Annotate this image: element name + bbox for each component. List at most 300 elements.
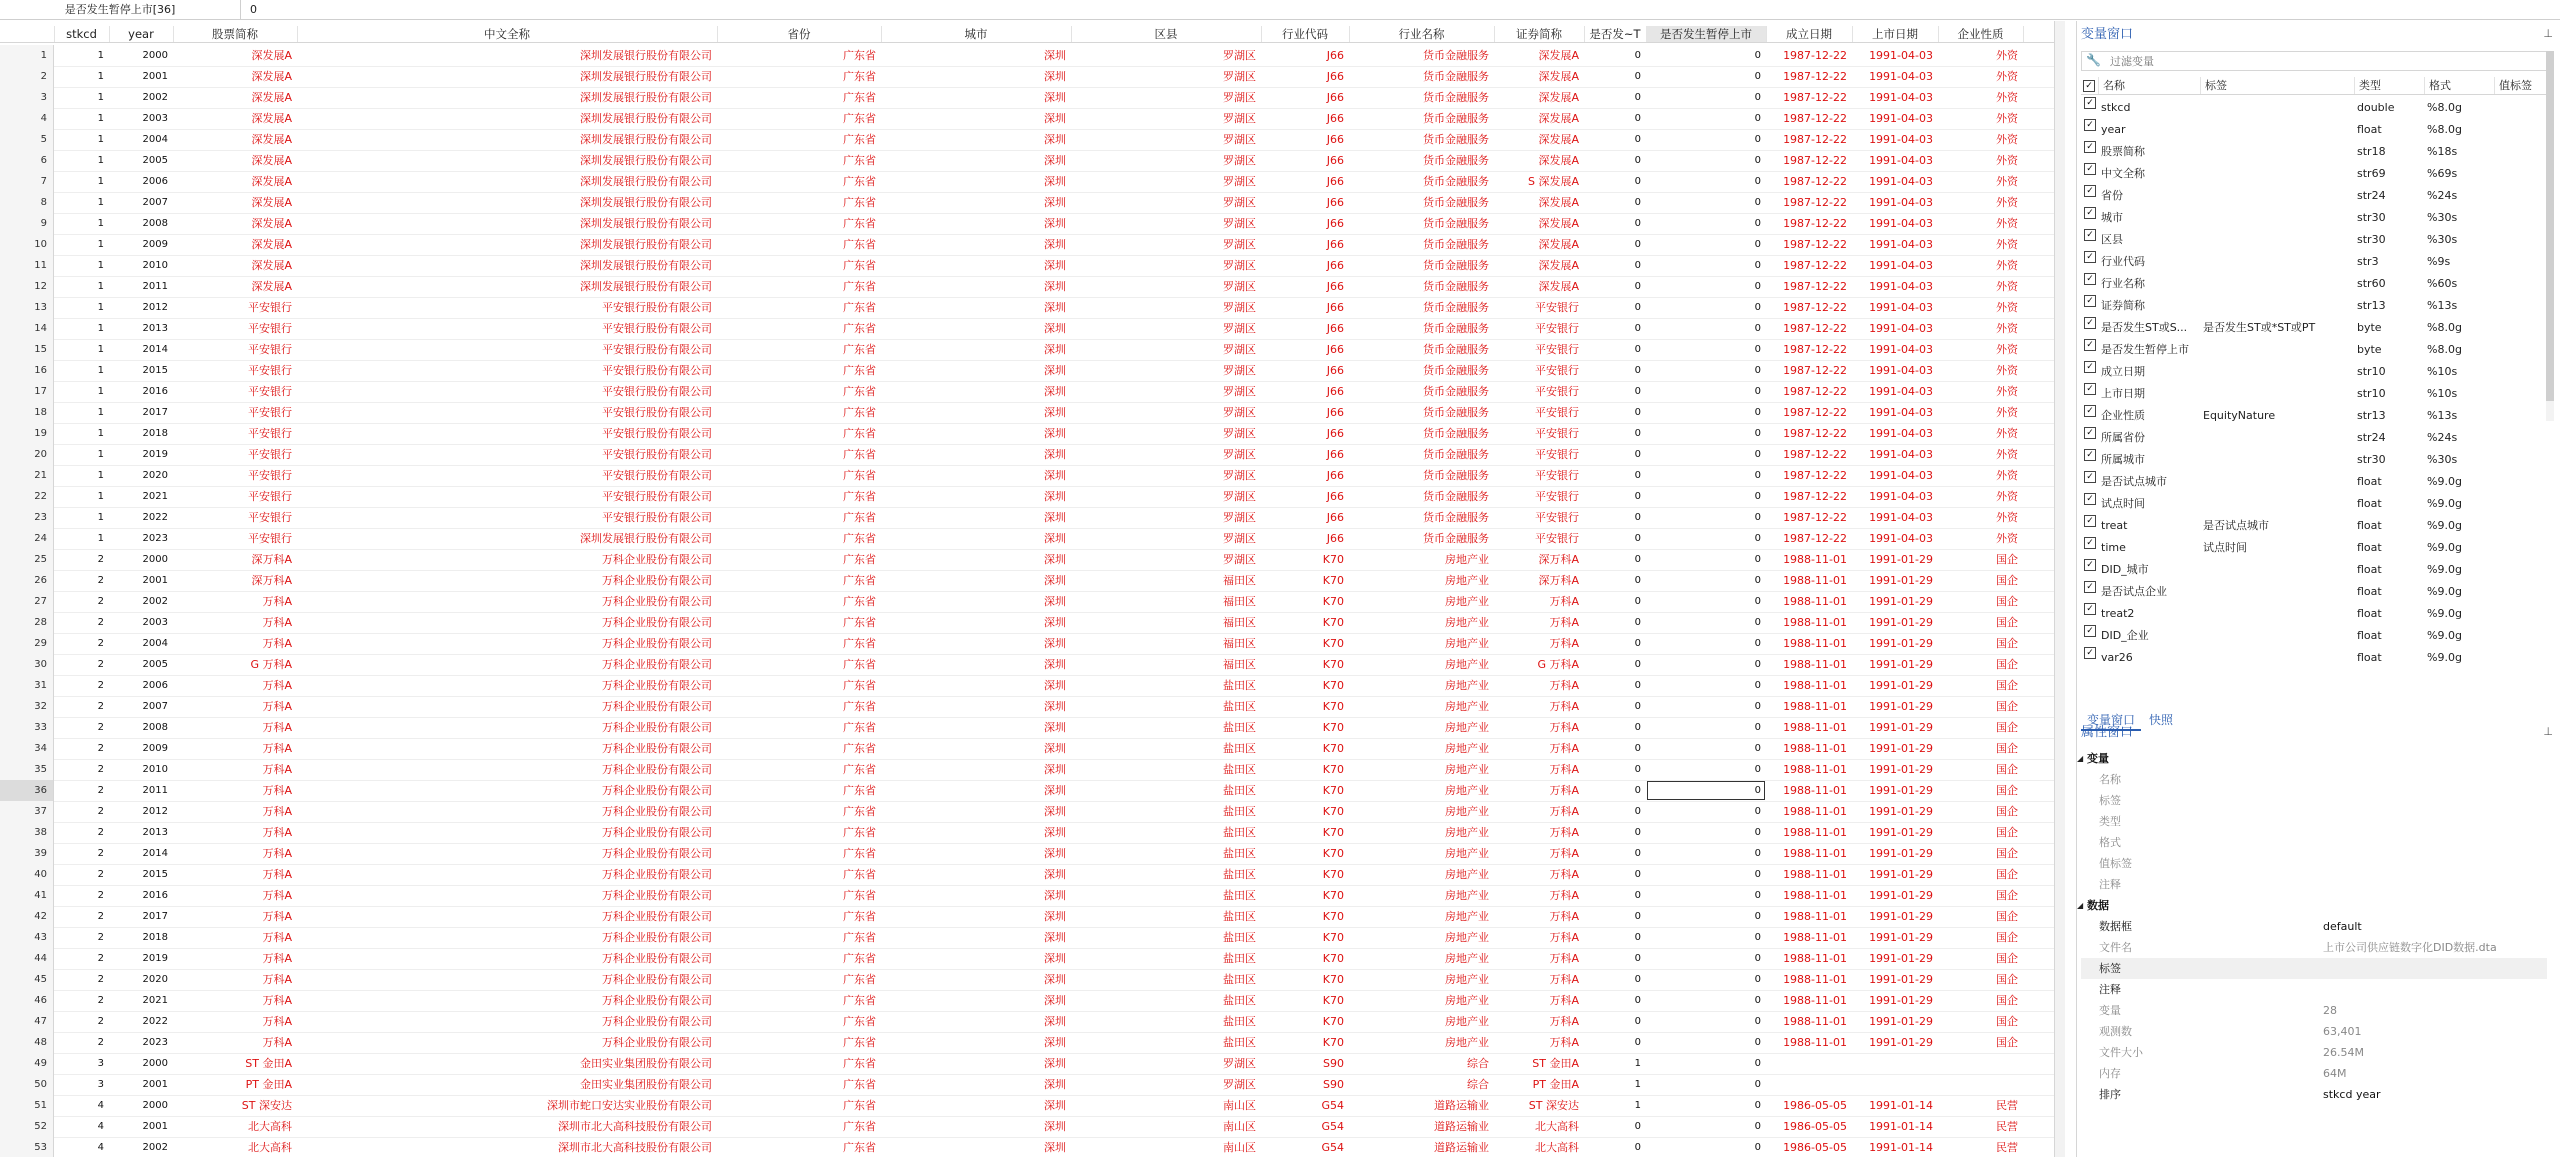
property-section[interactable] bbox=[2077, 895, 2547, 916]
table-row[interactable] bbox=[0, 360, 2060, 382]
cell-hydm[interactable]: J66 bbox=[1326, 301, 1344, 314]
cell-hydm[interactable]: K70 bbox=[1322, 595, 1344, 608]
cell-gpjc[interactable]: 万科A bbox=[262, 763, 292, 776]
cell-zt[interactable]: 0 bbox=[1754, 1079, 1761, 1090]
row-number[interactable]: 17 bbox=[0, 381, 54, 402]
cell-qyxz[interactable]: 国企 bbox=[1996, 994, 2018, 1007]
cell-ssrq[interactable]: 1991-04-03 bbox=[1869, 91, 1933, 104]
cell-zwqc[interactable]: 深圳发展银行股份有限公司 bbox=[580, 217, 712, 230]
cell-qyxz[interactable]: 外资 bbox=[1996, 406, 2018, 419]
column-header-qx[interactable]: 区县 bbox=[1071, 26, 1262, 42]
checkbox-icon[interactable]: ✓ bbox=[2084, 559, 2096, 571]
cell-sf[interactable]: 广东省 bbox=[843, 826, 876, 839]
cell-gpjc[interactable]: 平安银行 bbox=[248, 427, 292, 440]
cell-qx[interactable]: 罗湖区 bbox=[1223, 364, 1256, 377]
cell-qyxz[interactable]: 外资 bbox=[1996, 154, 2018, 167]
row-number[interactable]: 51 bbox=[0, 1095, 54, 1116]
row-number[interactable]: 19 bbox=[0, 423, 54, 444]
table-row[interactable] bbox=[0, 234, 2060, 256]
property-section[interactable] bbox=[2077, 748, 2547, 769]
cell-qx[interactable]: 罗湖区 bbox=[1223, 70, 1256, 83]
cell-zt[interactable]: 0 bbox=[1754, 92, 1761, 103]
cell-hydm[interactable]: K70 bbox=[1322, 868, 1344, 881]
pin-icon[interactable]: ⊥ bbox=[2543, 725, 2553, 738]
cell-sf[interactable]: 广东省 bbox=[843, 490, 876, 503]
variable-row[interactable] bbox=[2081, 625, 2547, 647]
cell-zqjc[interactable]: 深发展A bbox=[1538, 196, 1579, 209]
cell-hymc[interactable]: 货币金融服务 bbox=[1423, 322, 1489, 335]
cell-hymc[interactable]: 货币金融服务 bbox=[1423, 448, 1489, 461]
property-row[interactable] bbox=[2081, 874, 2547, 895]
cell-stkcd[interactable]: 2 bbox=[97, 701, 104, 712]
cell-zt[interactable]: 0 bbox=[1754, 239, 1761, 250]
cell-year[interactable]: 2009 bbox=[142, 239, 168, 250]
cell-hymc[interactable]: 房地产业 bbox=[1445, 931, 1489, 944]
cell-cs[interactable]: 深圳 bbox=[1044, 637, 1066, 650]
cell-st[interactable]: 0 bbox=[1634, 554, 1641, 565]
cell-stkcd[interactable]: 2 bbox=[97, 911, 104, 922]
cell-stkcd[interactable]: 2 bbox=[97, 827, 104, 838]
cell-zwqc[interactable]: 万科企业股份有限公司 bbox=[602, 658, 712, 671]
cell-clrq[interactable]: 1988-11-01 bbox=[1783, 952, 1847, 965]
cell-gpjc[interactable]: 深发展A bbox=[251, 259, 292, 272]
cell-clrq[interactable]: 1988-11-01 bbox=[1783, 658, 1847, 671]
cell-hymc[interactable]: 货币金融服务 bbox=[1423, 238, 1489, 251]
cell-cs[interactable]: 深圳 bbox=[1044, 784, 1066, 797]
checkbox-icon[interactable]: ✓ bbox=[2084, 97, 2096, 109]
row-number[interactable]: 14 bbox=[0, 318, 54, 339]
cell-hydm[interactable]: J66 bbox=[1326, 49, 1344, 62]
cell-stkcd[interactable]: 1 bbox=[97, 491, 104, 502]
cell-zt[interactable]: 0 bbox=[1754, 722, 1761, 733]
column-header-cs[interactable]: 城市 bbox=[881, 26, 1072, 42]
cell-zwqc[interactable]: 万科企业股份有限公司 bbox=[602, 973, 712, 986]
cell-zt[interactable]: 0 bbox=[1754, 449, 1761, 460]
cell-year[interactable]: 2011 bbox=[142, 785, 168, 796]
vertical-scrollbar[interactable] bbox=[2054, 21, 2065, 1157]
cell-sf[interactable]: 广东省 bbox=[843, 1015, 876, 1028]
col-format[interactable]: 格式 bbox=[2425, 77, 2495, 94]
cell-stkcd[interactable]: 1 bbox=[97, 512, 104, 523]
cell-year[interactable]: 2008 bbox=[142, 218, 168, 229]
cell-hydm[interactable]: K70 bbox=[1322, 889, 1344, 902]
cell-qx[interactable]: 盐田区 bbox=[1223, 679, 1256, 692]
cell-clrq[interactable]: 1987-12-22 bbox=[1783, 112, 1847, 125]
cell-ssrq[interactable]: 1991-01-29 bbox=[1869, 1015, 1933, 1028]
variable-row[interactable] bbox=[2081, 581, 2547, 603]
cell-year[interactable]: 2006 bbox=[142, 176, 168, 187]
cell-qx[interactable]: 福田区 bbox=[1223, 574, 1256, 587]
variable-row[interactable] bbox=[2081, 603, 2547, 625]
col-value-label[interactable]: 值标签 bbox=[2495, 77, 2547, 94]
cell-ssrq[interactable]: 1991-01-29 bbox=[1869, 553, 1933, 566]
table-row[interactable] bbox=[0, 1011, 2060, 1033]
cell-zwqc[interactable]: 深圳发展银行股份有限公司 bbox=[580, 133, 712, 146]
cell-qx[interactable]: 罗湖区 bbox=[1223, 301, 1256, 314]
cell-hymc[interactable]: 货币金融服务 bbox=[1423, 490, 1489, 503]
cell-year[interactable]: 2010 bbox=[142, 260, 168, 271]
variable-row[interactable] bbox=[2081, 647, 2547, 669]
cell-clrq[interactable]: 1988-11-01 bbox=[1783, 742, 1847, 755]
cell-year[interactable]: 2007 bbox=[142, 701, 168, 712]
table-row[interactable] bbox=[0, 213, 2060, 235]
cell-zqjc[interactable]: 北大高科 bbox=[1535, 1141, 1579, 1154]
cell-zwqc[interactable]: 万科企业股份有限公司 bbox=[602, 637, 712, 650]
table-row[interactable] bbox=[0, 1095, 2060, 1117]
cell-zwqc[interactable]: 平安银行股份有限公司 bbox=[602, 406, 712, 419]
table-row[interactable] bbox=[0, 465, 2060, 487]
cell-hymc[interactable]: 房地产业 bbox=[1445, 805, 1489, 818]
cell-qx[interactable]: 福田区 bbox=[1223, 616, 1256, 629]
cell-stkcd[interactable]: 1 bbox=[97, 134, 104, 145]
cell-stkcd[interactable]: 1 bbox=[97, 50, 104, 61]
cell-qyxz[interactable]: 国企 bbox=[1996, 763, 2018, 776]
cell-zqjc[interactable]: 万科A bbox=[1549, 679, 1579, 692]
cell-cs[interactable]: 深圳 bbox=[1044, 847, 1066, 860]
property-row[interactable] bbox=[2081, 769, 2547, 790]
column-header-year[interactable]: year bbox=[109, 26, 174, 42]
row-number[interactable]: 20 bbox=[0, 444, 54, 465]
row-number[interactable]: 47 bbox=[0, 1011, 54, 1032]
cell-clrq[interactable] bbox=[1766, 1053, 1852, 1074]
cell-hydm[interactable]: J66 bbox=[1326, 490, 1344, 503]
cell-clrq[interactable]: 1986-05-05 bbox=[1783, 1141, 1847, 1154]
cell-zqjc[interactable]: 万科A bbox=[1549, 595, 1579, 608]
variable-row[interactable] bbox=[2081, 273, 2547, 295]
column-header-clrq[interactable]: 成立日期 bbox=[1766, 26, 1853, 42]
cell-qx[interactable]: 罗湖区 bbox=[1223, 322, 1256, 335]
row-number[interactable]: 6 bbox=[0, 150, 54, 171]
cell-zt[interactable]: 0 bbox=[1754, 995, 1761, 1006]
cell-gpjc[interactable]: 万科A bbox=[262, 679, 292, 692]
cell-year[interactable]: 2022 bbox=[142, 512, 168, 523]
cell-zqjc[interactable]: 深发展A bbox=[1538, 70, 1579, 83]
row-number[interactable]: 36 bbox=[0, 780, 54, 801]
table-row[interactable] bbox=[0, 150, 2060, 172]
cell-zwqc[interactable]: 深圳发展银行股份有限公司 bbox=[580, 112, 712, 125]
cell-zqjc[interactable]: ST 金田A bbox=[1532, 1057, 1579, 1070]
cell-clrq[interactable]: 1988-11-01 bbox=[1783, 595, 1847, 608]
cell-stkcd[interactable]: 2 bbox=[97, 764, 104, 775]
row-number[interactable]: 2 bbox=[0, 66, 54, 87]
cell-clrq[interactable]: 1988-11-01 bbox=[1783, 637, 1847, 650]
cell-gpjc[interactable]: 平安银行 bbox=[248, 469, 292, 482]
cell-qx[interactable]: 罗湖区 bbox=[1223, 154, 1256, 167]
cell-zqjc[interactable]: 北大高科 bbox=[1535, 1120, 1579, 1133]
table-row[interactable] bbox=[0, 696, 2060, 718]
cell-cs[interactable]: 深圳 bbox=[1044, 658, 1066, 671]
cell-qx[interactable]: 罗湖区 bbox=[1223, 1057, 1256, 1070]
table-row[interactable] bbox=[0, 108, 2060, 130]
cell-qyxz[interactable]: 外资 bbox=[1996, 196, 2018, 209]
table-row[interactable] bbox=[0, 906, 2060, 928]
cell-year[interactable]: 2004 bbox=[142, 638, 168, 649]
cell-zqjc[interactable]: 深发展A bbox=[1538, 133, 1579, 146]
cell-sf[interactable]: 广东省 bbox=[843, 91, 876, 104]
cell-qyxz[interactable]: 国企 bbox=[1996, 574, 2018, 587]
cell-zwqc[interactable]: 万科企业股份有限公司 bbox=[602, 826, 712, 839]
cell-zt[interactable]: 0 bbox=[1754, 197, 1761, 208]
variable-row[interactable] bbox=[2081, 339, 2547, 361]
filter-box[interactable] bbox=[2081, 51, 2553, 71]
cell-hydm[interactable]: J66 bbox=[1326, 238, 1344, 251]
cell-ssrq[interactable]: 1991-04-03 bbox=[1869, 196, 1933, 209]
table-row[interactable] bbox=[0, 717, 2060, 739]
cell-zt[interactable]: 0 bbox=[1754, 680, 1761, 691]
row-number[interactable]: 40 bbox=[0, 864, 54, 885]
cell-year[interactable]: 2022 bbox=[142, 1016, 168, 1027]
cell-hymc[interactable]: 货币金融服务 bbox=[1423, 112, 1489, 125]
cell-zqjc[interactable]: 万科A bbox=[1549, 700, 1579, 713]
cell-sf[interactable]: 广东省 bbox=[843, 784, 876, 797]
cell-gpjc[interactable]: 深发展A bbox=[251, 196, 292, 209]
cell-ssrq[interactable]: 1991-04-03 bbox=[1869, 238, 1933, 251]
cell-zwqc[interactable]: 万科企业股份有限公司 bbox=[602, 553, 712, 566]
property-row[interactable] bbox=[2081, 937, 2547, 958]
row-number[interactable]: 26 bbox=[0, 570, 54, 591]
variable-row[interactable] bbox=[2081, 449, 2547, 471]
cell-hydm[interactable]: J66 bbox=[1326, 469, 1344, 482]
row-number[interactable]: 52 bbox=[0, 1116, 54, 1137]
cell-gpjc[interactable]: 万科A bbox=[262, 721, 292, 734]
cell-year[interactable]: 2002 bbox=[142, 1142, 168, 1153]
cell-stkcd[interactable]: 1 bbox=[97, 155, 104, 166]
row-number[interactable]: 8 bbox=[0, 192, 54, 213]
cell-qx[interactable]: 罗湖区 bbox=[1223, 427, 1256, 440]
variable-row[interactable] bbox=[2081, 119, 2547, 141]
cell-zwqc[interactable]: 万科企业股份有限公司 bbox=[602, 574, 712, 587]
checkbox-icon[interactable]: ✓ bbox=[2084, 251, 2096, 263]
table-row[interactable] bbox=[0, 423, 2060, 445]
cell-sf[interactable]: 广东省 bbox=[843, 70, 876, 83]
cell-cs[interactable]: 深圳 bbox=[1044, 343, 1066, 356]
cell-zqjc[interactable]: PT 金田A bbox=[1532, 1078, 1579, 1091]
cell-zqjc[interactable]: 万科A bbox=[1549, 637, 1579, 650]
cell-ssrq[interactable]: 1991-01-29 bbox=[1869, 826, 1933, 839]
cell-ssrq[interactable]: 1991-04-03 bbox=[1869, 175, 1933, 188]
cell-cs[interactable]: 深圳 bbox=[1044, 805, 1066, 818]
cell-stkcd[interactable]: 4 bbox=[97, 1142, 104, 1153]
cell-zt[interactable]: 0 bbox=[1754, 701, 1761, 712]
cell-stkcd[interactable]: 1 bbox=[97, 533, 104, 544]
table-row[interactable] bbox=[0, 192, 2060, 214]
cell-qx[interactable]: 罗湖区 bbox=[1223, 532, 1256, 545]
cell-qyxz[interactable] bbox=[1938, 1074, 2023, 1095]
cell-sf[interactable]: 广东省 bbox=[843, 721, 876, 734]
cell-zt[interactable]: 0 bbox=[1754, 323, 1761, 334]
cell-year[interactable]: 2014 bbox=[142, 344, 168, 355]
cell-gpjc[interactable]: 万科A bbox=[262, 826, 292, 839]
cell-gpjc[interactable]: ST 深安达 bbox=[241, 1099, 292, 1112]
cell-zwqc[interactable]: 深圳发展银行股份有限公司 bbox=[580, 154, 712, 167]
cell-zwqc[interactable]: 万科企业股份有限公司 bbox=[602, 742, 712, 755]
table-row[interactable] bbox=[0, 129, 2060, 151]
cell-hydm[interactable]: K70 bbox=[1322, 700, 1344, 713]
row-number[interactable]: 48 bbox=[0, 1032, 54, 1053]
cell-qx[interactable]: 盐田区 bbox=[1223, 1015, 1256, 1028]
cell-st[interactable]: 0 bbox=[1634, 596, 1641, 607]
cell-clrq[interactable]: 1987-12-22 bbox=[1783, 133, 1847, 146]
table-row[interactable] bbox=[0, 822, 2060, 844]
row-number[interactable]: 45 bbox=[0, 969, 54, 990]
cell-hymc[interactable]: 房地产业 bbox=[1445, 826, 1489, 839]
cell-st[interactable]: 0 bbox=[1634, 323, 1641, 334]
property-row[interactable] bbox=[2081, 853, 2547, 874]
row-number[interactable]: 18 bbox=[0, 402, 54, 423]
column-header-stkcd[interactable]: stkcd bbox=[54, 26, 110, 42]
cell-hydm[interactable]: K70 bbox=[1322, 784, 1344, 797]
row-number[interactable]: 29 bbox=[0, 633, 54, 654]
cell-hydm[interactable]: J66 bbox=[1326, 532, 1344, 545]
cell-year[interactable]: 2001 bbox=[142, 71, 168, 82]
cell-st[interactable]: 0 bbox=[1634, 512, 1641, 523]
cell-zt[interactable]: 0 bbox=[1754, 407, 1761, 418]
cell-qx[interactable]: 南山区 bbox=[1223, 1120, 1256, 1133]
cell-clrq[interactable]: 1988-11-01 bbox=[1783, 994, 1847, 1007]
cell-stkcd[interactable]: 1 bbox=[97, 365, 104, 376]
row-number[interactable]: 23 bbox=[0, 507, 54, 528]
cell-ssrq[interactable]: 1991-04-03 bbox=[1869, 490, 1933, 503]
cell-hymc[interactable]: 货币金融服务 bbox=[1423, 343, 1489, 356]
cell-clrq[interactable]: 1988-11-01 bbox=[1783, 721, 1847, 734]
cell-qx[interactable]: 盐田区 bbox=[1223, 700, 1256, 713]
cell-ssrq[interactable]: 1991-04-03 bbox=[1869, 70, 1933, 83]
cell-year[interactable]: 2016 bbox=[142, 386, 168, 397]
cell-ssrq[interactable]: 1991-01-29 bbox=[1869, 1036, 1933, 1049]
cell-zqjc[interactable]: 平安银行 bbox=[1535, 469, 1579, 482]
col-label[interactable]: 标签 bbox=[2201, 77, 2355, 94]
row-number[interactable]: 32 bbox=[0, 696, 54, 717]
cell-stkcd[interactable]: 1 bbox=[97, 71, 104, 82]
cell-ssrq[interactable]: 1991-04-03 bbox=[1869, 280, 1933, 293]
cell-year[interactable]: 2003 bbox=[142, 113, 168, 124]
cell-year[interactable]: 2000 bbox=[142, 554, 168, 565]
cell-gpjc[interactable]: 平安银行 bbox=[248, 322, 292, 335]
cell-sf[interactable]: 广东省 bbox=[843, 994, 876, 1007]
cell-clrq[interactable]: 1987-12-22 bbox=[1783, 280, 1847, 293]
cell-qx[interactable]: 福田区 bbox=[1223, 658, 1256, 671]
cell-year[interactable]: 2017 bbox=[142, 407, 168, 418]
cell-zwqc[interactable]: 平安银行股份有限公司 bbox=[602, 469, 712, 482]
cell-st[interactable]: 0 bbox=[1634, 344, 1641, 355]
cell-qyxz[interactable]: 外资 bbox=[1996, 490, 2018, 503]
cell-zt[interactable]: 0 bbox=[1754, 1016, 1761, 1027]
cell-zwqc[interactable]: 平安银行股份有限公司 bbox=[602, 511, 712, 524]
row-number[interactable]: 12 bbox=[0, 276, 54, 297]
cell-st[interactable]: 0 bbox=[1634, 50, 1641, 61]
cell-sf[interactable]: 广东省 bbox=[843, 616, 876, 629]
cell-sf[interactable]: 广东省 bbox=[843, 1078, 876, 1091]
cell-zwqc[interactable]: 深圳发展银行股份有限公司 bbox=[580, 91, 712, 104]
cell-stkcd[interactable]: 1 bbox=[97, 323, 104, 334]
cell-zt[interactable]: 0 bbox=[1754, 554, 1761, 565]
cell-cs[interactable]: 深圳 bbox=[1044, 679, 1066, 692]
cell-hydm[interactable]: J66 bbox=[1326, 175, 1344, 188]
cell-qyxz[interactable]: 外资 bbox=[1996, 217, 2018, 230]
cell-gpjc[interactable]: G 万科A bbox=[250, 658, 292, 671]
row-number[interactable]: 39 bbox=[0, 843, 54, 864]
cell-year[interactable]: 2000 bbox=[142, 50, 168, 61]
cell-cs[interactable]: 深圳 bbox=[1044, 259, 1066, 272]
cell-ssrq[interactable]: 1991-04-03 bbox=[1869, 448, 1933, 461]
property-row[interactable] bbox=[2081, 1021, 2547, 1042]
cell-gpjc[interactable]: 深发展A bbox=[251, 217, 292, 230]
cell-gpjc[interactable]: 深万科A bbox=[251, 553, 292, 566]
cell-stkcd[interactable]: 1 bbox=[97, 302, 104, 313]
cell-gpjc[interactable]: 平安银行 bbox=[248, 343, 292, 356]
cell-cs[interactable]: 深圳 bbox=[1044, 154, 1066, 167]
table-row[interactable] bbox=[0, 1074, 2060, 1096]
cell-qx[interactable]: 罗湖区 bbox=[1223, 112, 1256, 125]
cell-qx[interactable]: 罗湖区 bbox=[1223, 385, 1256, 398]
cell-hymc[interactable]: 房地产业 bbox=[1445, 574, 1489, 587]
cell-st[interactable]: 0 bbox=[1634, 575, 1641, 586]
variable-row[interactable] bbox=[2081, 251, 2547, 273]
cell-clrq[interactable]: 1988-11-01 bbox=[1783, 847, 1847, 860]
cell-st[interactable]: 0 bbox=[1634, 239, 1641, 250]
cell-sf[interactable]: 广东省 bbox=[843, 931, 876, 944]
cell-clrq[interactable]: 1987-12-22 bbox=[1783, 91, 1847, 104]
cell-sf[interactable]: 广东省 bbox=[843, 238, 876, 251]
cell-qx[interactable]: 罗湖区 bbox=[1223, 91, 1256, 104]
cell-stkcd[interactable]: 2 bbox=[97, 1037, 104, 1048]
cell-clrq[interactable]: 1987-12-22 bbox=[1783, 175, 1847, 188]
cell-stkcd[interactable]: 1 bbox=[97, 407, 104, 418]
cell-zqjc[interactable]: 万科A bbox=[1549, 826, 1579, 839]
cell-zwqc[interactable]: 平安银行股份有限公司 bbox=[602, 385, 712, 398]
cell-qx[interactable]: 罗湖区 bbox=[1223, 490, 1256, 503]
cell-gpjc[interactable]: 万科A bbox=[262, 889, 292, 902]
table-row[interactable] bbox=[0, 780, 2060, 802]
row-number[interactable]: 4 bbox=[0, 108, 54, 129]
cell-qx[interactable]: 盐田区 bbox=[1223, 763, 1256, 776]
cell-clrq[interactable]: 1988-11-01 bbox=[1783, 763, 1847, 776]
row-number[interactable]: 53 bbox=[0, 1137, 54, 1157]
cell-stkcd[interactable]: 1 bbox=[97, 113, 104, 124]
cell-qyxz[interactable]: 外资 bbox=[1996, 364, 2018, 377]
cell-cs[interactable]: 深圳 bbox=[1044, 448, 1066, 461]
cell-zt[interactable]: 0 bbox=[1754, 890, 1761, 901]
cell-clrq[interactable]: 1988-11-01 bbox=[1783, 1036, 1847, 1049]
cell-st[interactable]: 0 bbox=[1634, 281, 1641, 292]
cell-hydm[interactable]: J66 bbox=[1326, 196, 1344, 209]
cell-qyxz[interactable]: 外资 bbox=[1996, 175, 2018, 188]
cell-zwqc[interactable]: 万科企业股份有限公司 bbox=[602, 1015, 712, 1028]
column-header-zt[interactable]: 是否发生暂停上市 bbox=[1646, 26, 1767, 42]
cell-zt[interactable]: 0 bbox=[1754, 302, 1761, 313]
cell-zwqc[interactable]: 平安银行股份有限公司 bbox=[602, 448, 712, 461]
cell-st[interactable]: 0 bbox=[1634, 1016, 1641, 1027]
cell-qyxz[interactable]: 国企 bbox=[1996, 721, 2018, 734]
cell-zqjc[interactable]: 万科A bbox=[1549, 1015, 1579, 1028]
column-header-hymc[interactable]: 行业名称 bbox=[1349, 26, 1495, 42]
cell-hydm[interactable]: J66 bbox=[1326, 217, 1344, 230]
cell-stkcd[interactable]: 4 bbox=[97, 1121, 104, 1132]
cell-hydm[interactable]: K70 bbox=[1322, 847, 1344, 860]
cell-st[interactable]: 0 bbox=[1634, 743, 1641, 754]
cell-st[interactable]: 0 bbox=[1634, 428, 1641, 439]
cell-qx[interactable]: 罗湖区 bbox=[1223, 238, 1256, 251]
cell-sf[interactable]: 广东省 bbox=[843, 217, 876, 230]
cell-year[interactable]: 2018 bbox=[142, 428, 168, 439]
cell-qyxz[interactable]: 外资 bbox=[1996, 427, 2018, 440]
cell-zt[interactable]: 0 bbox=[1754, 911, 1761, 922]
cell-stkcd[interactable]: 2 bbox=[97, 806, 104, 817]
cell-gpjc[interactable]: 万科A bbox=[262, 742, 292, 755]
cell-qyxz[interactable]: 国企 bbox=[1996, 616, 2018, 629]
cell-hymc[interactable]: 房地产业 bbox=[1445, 973, 1489, 986]
cell-zqjc[interactable]: 平安银行 bbox=[1535, 427, 1579, 440]
